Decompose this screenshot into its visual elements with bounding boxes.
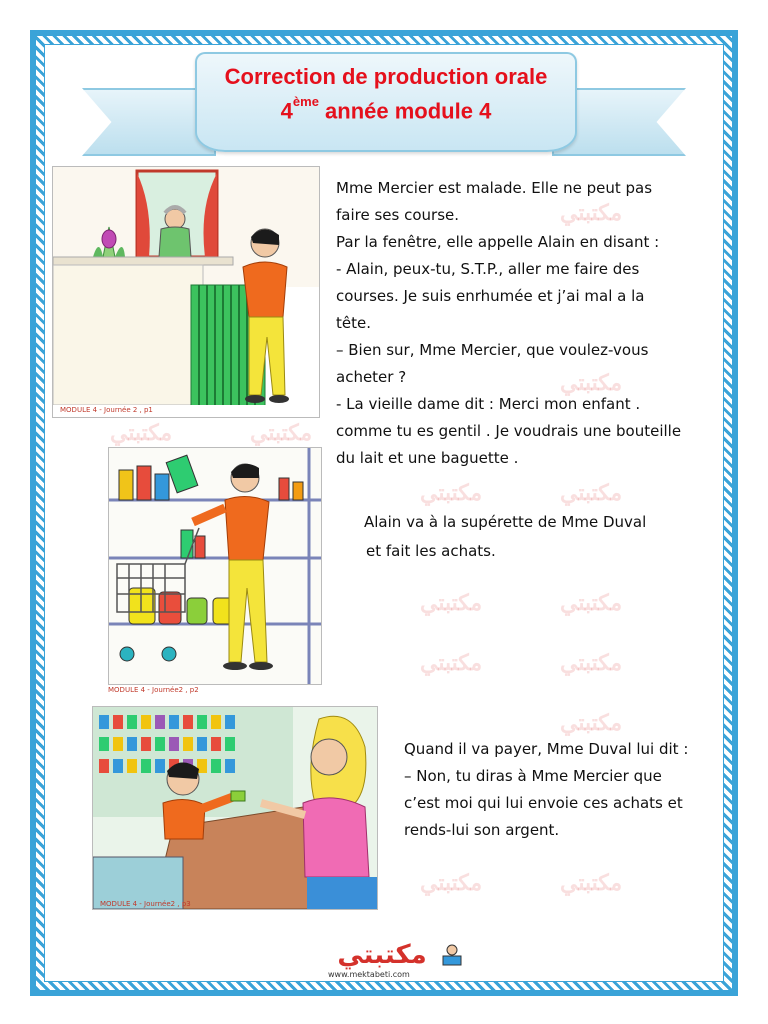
illustration-shopping-scene — [108, 447, 322, 685]
story-line: – Non, tu diras à Mme Mercier que — [404, 767, 662, 785]
page-subtitle — [197, 94, 575, 124]
illustration-caption: MODULE 4 - Journée2 , p3 — [100, 900, 191, 908]
subtitle-ordinal: ème — [292, 94, 319, 109]
story-paragraph-1 — [336, 175, 726, 472]
story-line: Alain va à la supérette de Mme Duval — [364, 513, 647, 531]
title-banner — [80, 48, 688, 160]
logo-url: www.mektabeti.com — [328, 970, 410, 979]
story-paragraph-2 — [364, 508, 724, 566]
banner-body — [195, 52, 577, 152]
subtitle-rest: année module 4 — [318, 98, 492, 124]
window-scene-drawing — [53, 167, 319, 417]
story-line: Quand il va payer, Mme Duval lui dit : — [404, 740, 689, 758]
story-line: du lait et une baguette . — [336, 449, 519, 467]
logo-book-icon — [440, 944, 464, 966]
illustration-caption: MODULE 4 - Journée 2 , p1 — [60, 406, 153, 414]
story-line: acheter ? — [336, 368, 407, 386]
page-title: Correction de production orale — [224, 64, 548, 89]
story-line: tête. — [336, 314, 371, 332]
story-line: - La vieille dame dit : Merci mon enfant . — [336, 395, 641, 413]
story-paragraph-3 — [404, 736, 734, 844]
story-line: - Alain, peux-tu, S.T.P., aller me faire des — [336, 260, 640, 278]
illustration-caption: MODULE 4 - Journée2 , p2 — [108, 686, 199, 694]
story-line: c’est moi qui lui envoie ces achats et — [404, 794, 683, 812]
shopping-scene-drawing — [109, 448, 321, 684]
story-line: et fait les achats. — [366, 542, 496, 560]
story-line: Par la fenêtre, elle appelle Alain en disant : — [336, 233, 660, 251]
illustration-paying-scene — [92, 706, 378, 910]
story-line: – Bien sur, Mme Mercier, que voulez-vous — [336, 341, 649, 359]
story-line: courses. Je suis enrhumée et j’ai mal a la — [336, 287, 645, 305]
illustration-window-scene — [52, 166, 320, 418]
site-logo — [322, 940, 472, 984]
story-line: Mme Mercier est malade. Elle ne peut pas — [336, 179, 653, 197]
story-line: rends-lui son argent. — [404, 821, 560, 839]
story-line: faire ses course. — [336, 206, 460, 224]
paying-scene-drawing — [93, 707, 377, 909]
logo-text: مكتبتي — [337, 940, 427, 970]
story-line: comme tu es gentil . Je voudrais une bouteille — [336, 422, 682, 440]
subtitle-number: 4 — [280, 98, 293, 124]
